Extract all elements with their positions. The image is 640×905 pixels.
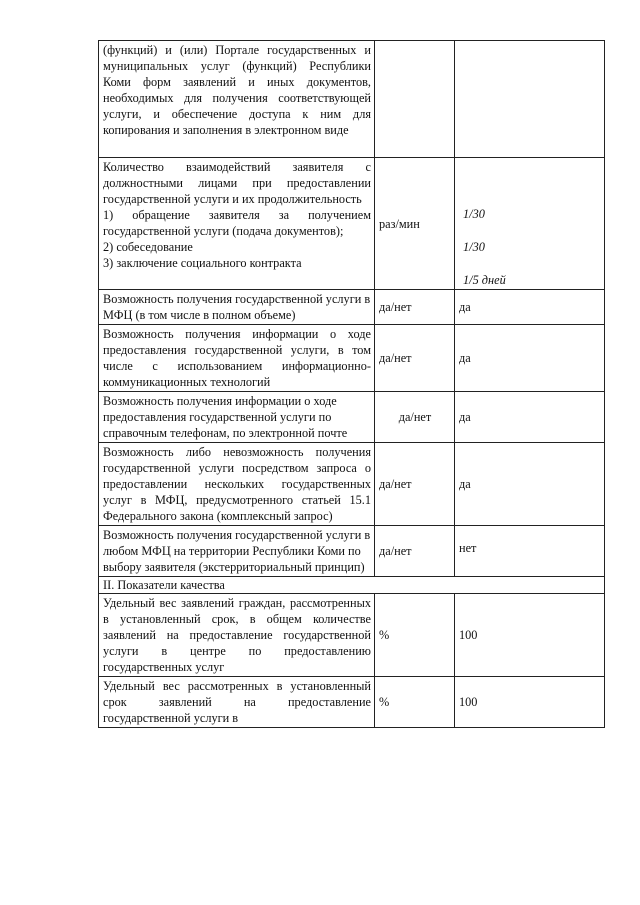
table-row bbox=[99, 594, 605, 677]
value-cell: да bbox=[455, 290, 605, 325]
param-line: 2) собеседование bbox=[103, 240, 193, 254]
param-cell: Удельный вес заявлений граждан, рассмотренных в установленный срок, в общем количестве заявлений на предоставление государственной услуги в центре по предоставлению государственных услуг bbox=[99, 594, 375, 677]
unit-cell: да/нет bbox=[375, 526, 455, 577]
unit-cell: да/нет bbox=[375, 290, 455, 325]
value-cell bbox=[455, 41, 605, 158]
value-cell: 100 bbox=[455, 677, 605, 728]
table-row bbox=[99, 677, 605, 728]
table-row bbox=[99, 325, 605, 392]
unit-cell: да/нет bbox=[375, 392, 455, 443]
table-row bbox=[99, 443, 605, 526]
unit-cell: да/нет bbox=[375, 325, 455, 392]
param-line: 1) обращение заявителя за получением государственной услуги (подача документов); bbox=[103, 208, 371, 238]
param-line: Количество взаимодействий заявителя с должностными лицами при предоставлении государственной услуги и их продолжительность bbox=[103, 160, 371, 206]
param-cell: (функций) и (или) Портале государственных и муниципальных услуг (функций) Республики Коми форм заявлений и иных документов, необходимых для получения соответствующей услуги, и обеспечение доступа к ним для копирования и заполнения в электронном виде bbox=[99, 41, 375, 158]
param-cell: Возможность получения информации о ходе предоставления государственной услуги, в том числе с использованием информационно-коммуникационных технологий bbox=[99, 325, 375, 392]
param-cell bbox=[99, 158, 375, 290]
param-cell: Возможность либо невозможность получения государственной услуги посредством запроса о предоставлении нескольких государственных услуг в МФЦ, предусмотренного статьей 15.1 Федерального закона (комплексный запрос) bbox=[99, 443, 375, 526]
param-cell: Возможность получения государственной услуги в любом МФЦ на территории Республики Коми по выбору заявителя (экстерриториальный принцип) bbox=[99, 526, 375, 577]
value-cell bbox=[455, 158, 605, 290]
value-line: 1/30 bbox=[463, 207, 485, 221]
unit-cell: да/нет bbox=[375, 443, 455, 526]
unit-cell: % bbox=[375, 677, 455, 728]
table-row bbox=[99, 526, 605, 577]
unit-cell bbox=[375, 41, 455, 158]
value-cell: да bbox=[455, 443, 605, 526]
value-cell: да bbox=[455, 325, 605, 392]
param-line: 3) заключение социального контракта bbox=[103, 256, 302, 270]
table-row bbox=[99, 290, 605, 325]
param-cell: Возможность получения государственной услуги в МФЦ (в том числе в полном объеме) bbox=[99, 290, 375, 325]
value-line: 1/5 дней bbox=[463, 273, 506, 287]
value-line: 1/30 bbox=[463, 240, 485, 254]
unit-cell: раз/мин bbox=[375, 158, 455, 290]
indicators-table bbox=[98, 40, 605, 728]
table-row bbox=[99, 41, 605, 158]
param-cell: Удельный вес рассмотренных в установленный срок заявлений на предоставление государственной услуги в bbox=[99, 677, 375, 728]
value-cell: да bbox=[455, 392, 605, 443]
unit-cell: % bbox=[375, 594, 455, 677]
table-row bbox=[99, 158, 605, 290]
section-heading: II. Показатели качества bbox=[99, 577, 605, 594]
param-cell: Возможность получения информации о ходе предоставления государственной услуги по справочным телефонам, по электронной почте bbox=[99, 392, 375, 443]
value-cell: 100 bbox=[455, 594, 605, 677]
table-row bbox=[99, 392, 605, 443]
value-cell: нет bbox=[455, 526, 605, 577]
section-row bbox=[99, 577, 605, 594]
